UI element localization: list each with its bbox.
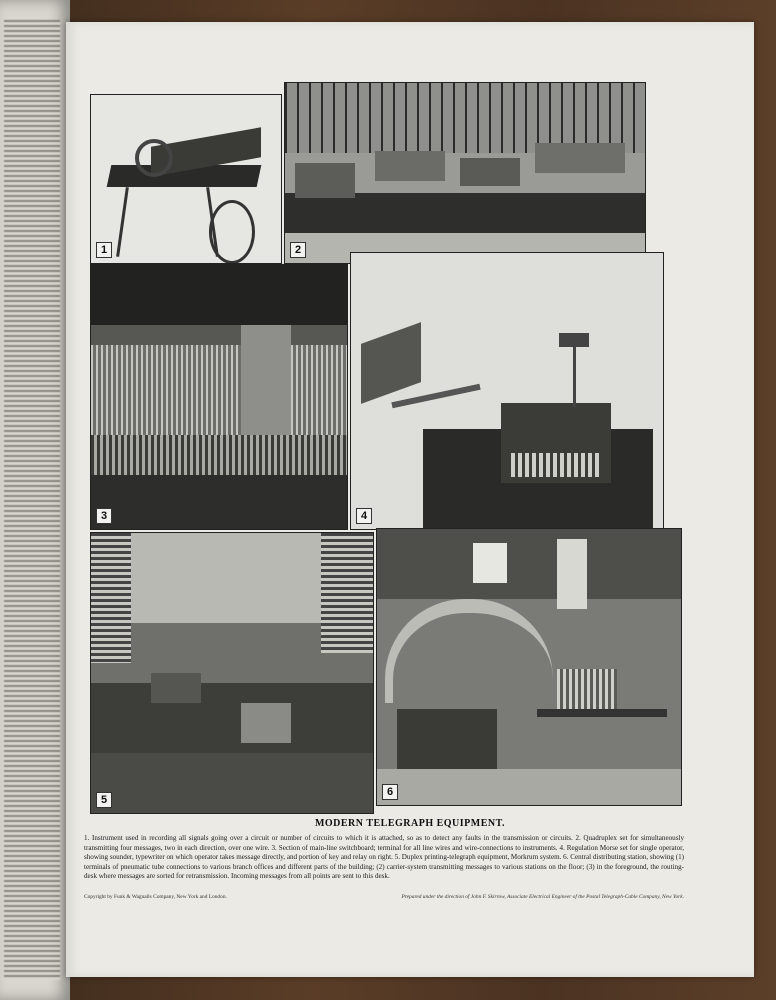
- photo-number: 3: [96, 508, 112, 524]
- photo-3-switchboard: [90, 264, 348, 530]
- photo-1-recording-instrument: [90, 94, 282, 264]
- photo-number: 1: [96, 242, 112, 258]
- photo-number: 4: [356, 508, 372, 524]
- plate-caption: 1. Instrument used in recording all signals going over a circuit or number of circuits to which it is attached, so as to detect any faults in the transmission or circuits. 2. Quadruplex set for simultaneously transmitting four messages, two in each direction, over one wire. 3. Section of main-line switchboard; terminal for all line wires and wire-connections to instruments. 4. Regulation Morse set for single operator, showing sounder, typewriter on which operator takes message directly, and portion of key and relay on right. 5. Duplex printing-telegraph equipment, Morkrum system. 6. Central distributing station, showing (1) terminals of pneumatic tube connections to various branch offices and different parts of the building; (2) carrier-system transmitting messages to various stations on the floor; (3) in the foreground, the routing-desk where messages are sorted for retransmission. Incoming messages from all points are sent to this desk.: [84, 834, 684, 881]
- plate-title: MODERN TELEGRAPH EQUIPMENT.: [314, 818, 506, 829]
- photo-5-printing-telegraph: [90, 532, 374, 814]
- photo-number: 5: [96, 792, 112, 808]
- photo-4-morse-set: [350, 252, 664, 530]
- credit-text: Prepared under the direction of John F. Skirrow, Associate Electrical Engineer of the Postal Telegraph-Cable Company, New York.: [401, 894, 684, 900]
- plate-footer: [84, 894, 684, 900]
- photo-6-central-distributing-station: [376, 528, 682, 806]
- left-page-text-blur: [4, 20, 60, 980]
- plate-page: [66, 22, 754, 977]
- copyright-text: Copyright by Funk & Wagnalls Company, New York and London.: [84, 894, 227, 900]
- photo-number: 2: [290, 242, 306, 258]
- photo-2-quadruplex-set: [284, 82, 646, 264]
- left-book-page: [0, 0, 70, 1000]
- photo-number: 6: [382, 784, 398, 800]
